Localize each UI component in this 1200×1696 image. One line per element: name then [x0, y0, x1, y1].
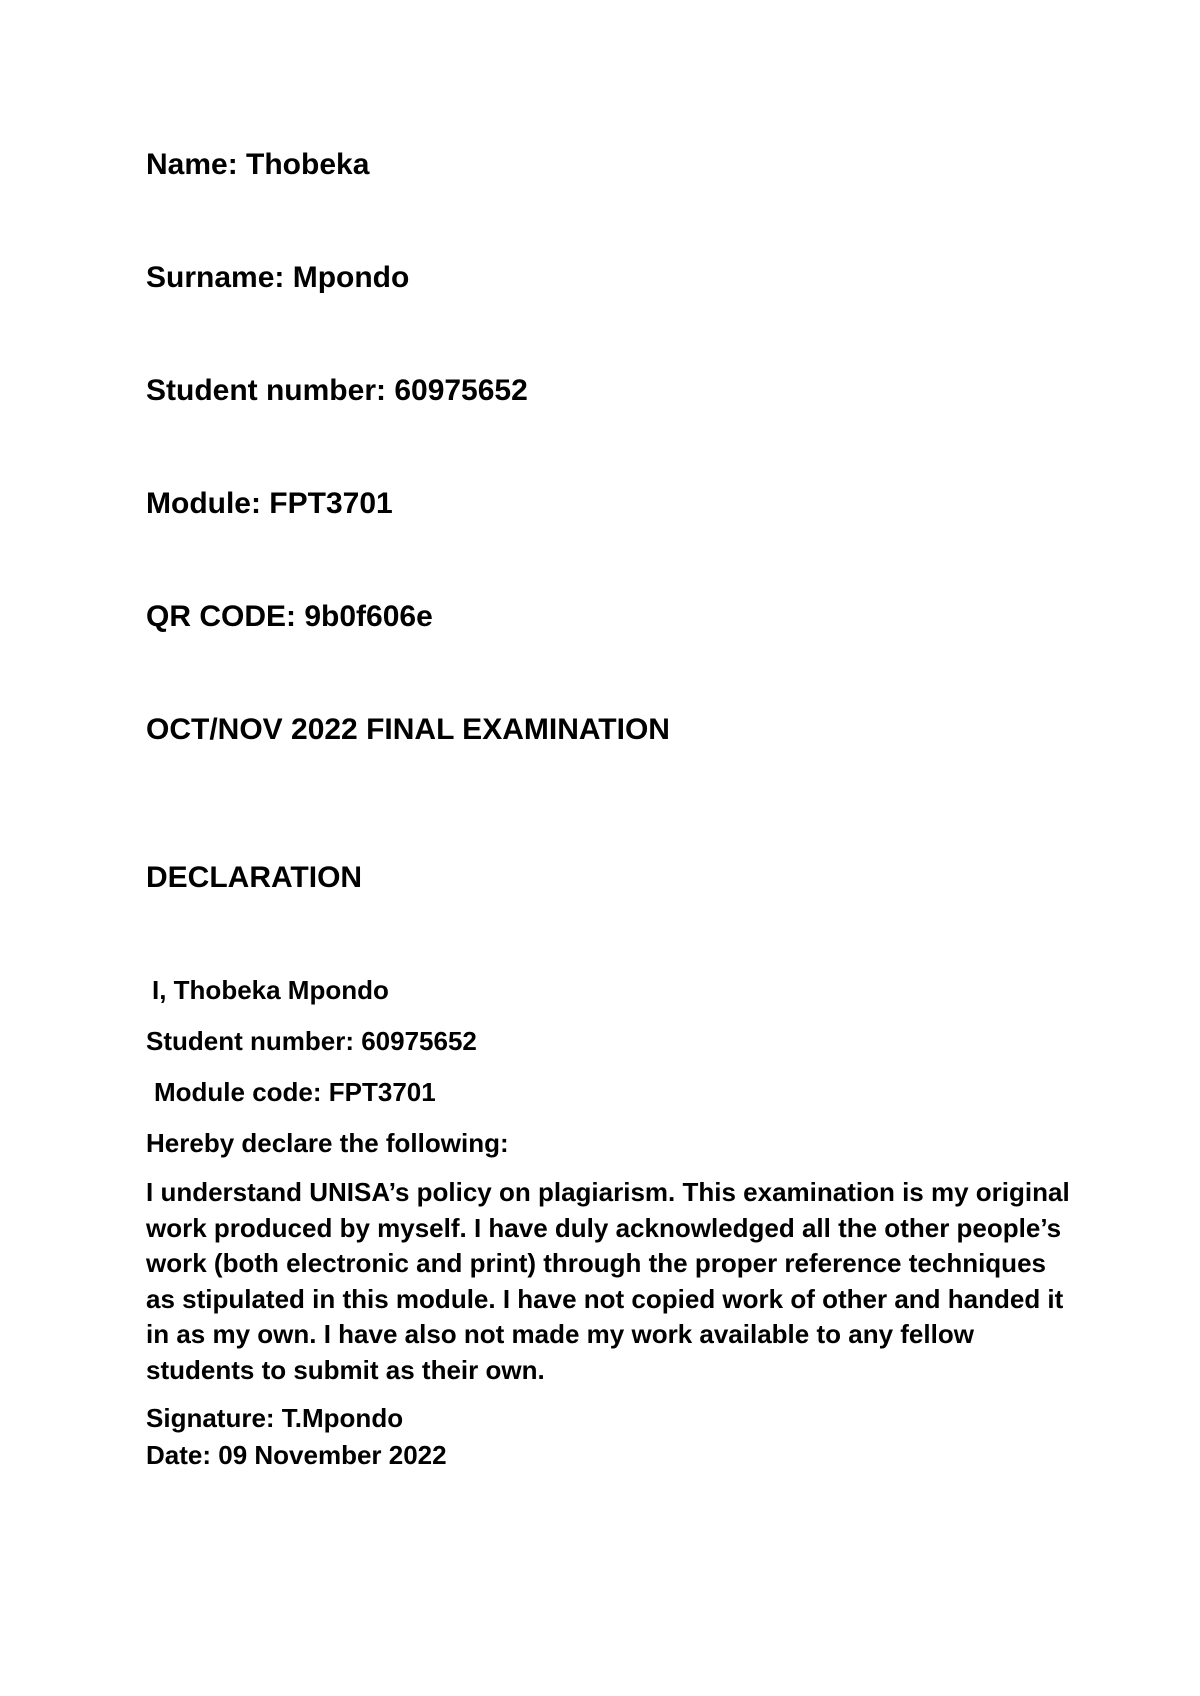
qr-code-line: QR CODE: 9b0f606e [146, 600, 433, 633]
signature-line: Signature: T.Mpondo [146, 1403, 404, 1433]
declaration-module-code: Module code: FPT3701 [154, 1077, 436, 1107]
exam-title: OCT/NOV 2022 FINAL EXAMINATION [146, 713, 670, 746]
date-line: Date: 09 November 2022 [146, 1440, 447, 1470]
module-line: Module: FPT3701 [146, 487, 393, 520]
declaration-student-number: Student number: 60975652 [146, 1026, 477, 1056]
declaration-statement: I understand UNISA’s policy on plagiarism. This examination is my original work produced by myself. I have duly acknowledged all the other people’s work (both electronic and print) through the proper reference techniques as stipulated in this module. I have not copied work of other and handed it in as my own. I have also not made my work available to any fellow students to submit as their own. [146, 1177, 1070, 1385]
surname-line: Surname: Mpondo [146, 261, 410, 294]
declarant-line: I, Thobeka Mpondo [152, 975, 389, 1005]
declaration-heading: DECLARATION [146, 861, 363, 894]
declaration-intro: Hereby declare the following: [146, 1128, 509, 1158]
name-line: Name: Thobeka [146, 148, 370, 181]
student-number-line: Student number: 60975652 [146, 374, 528, 407]
